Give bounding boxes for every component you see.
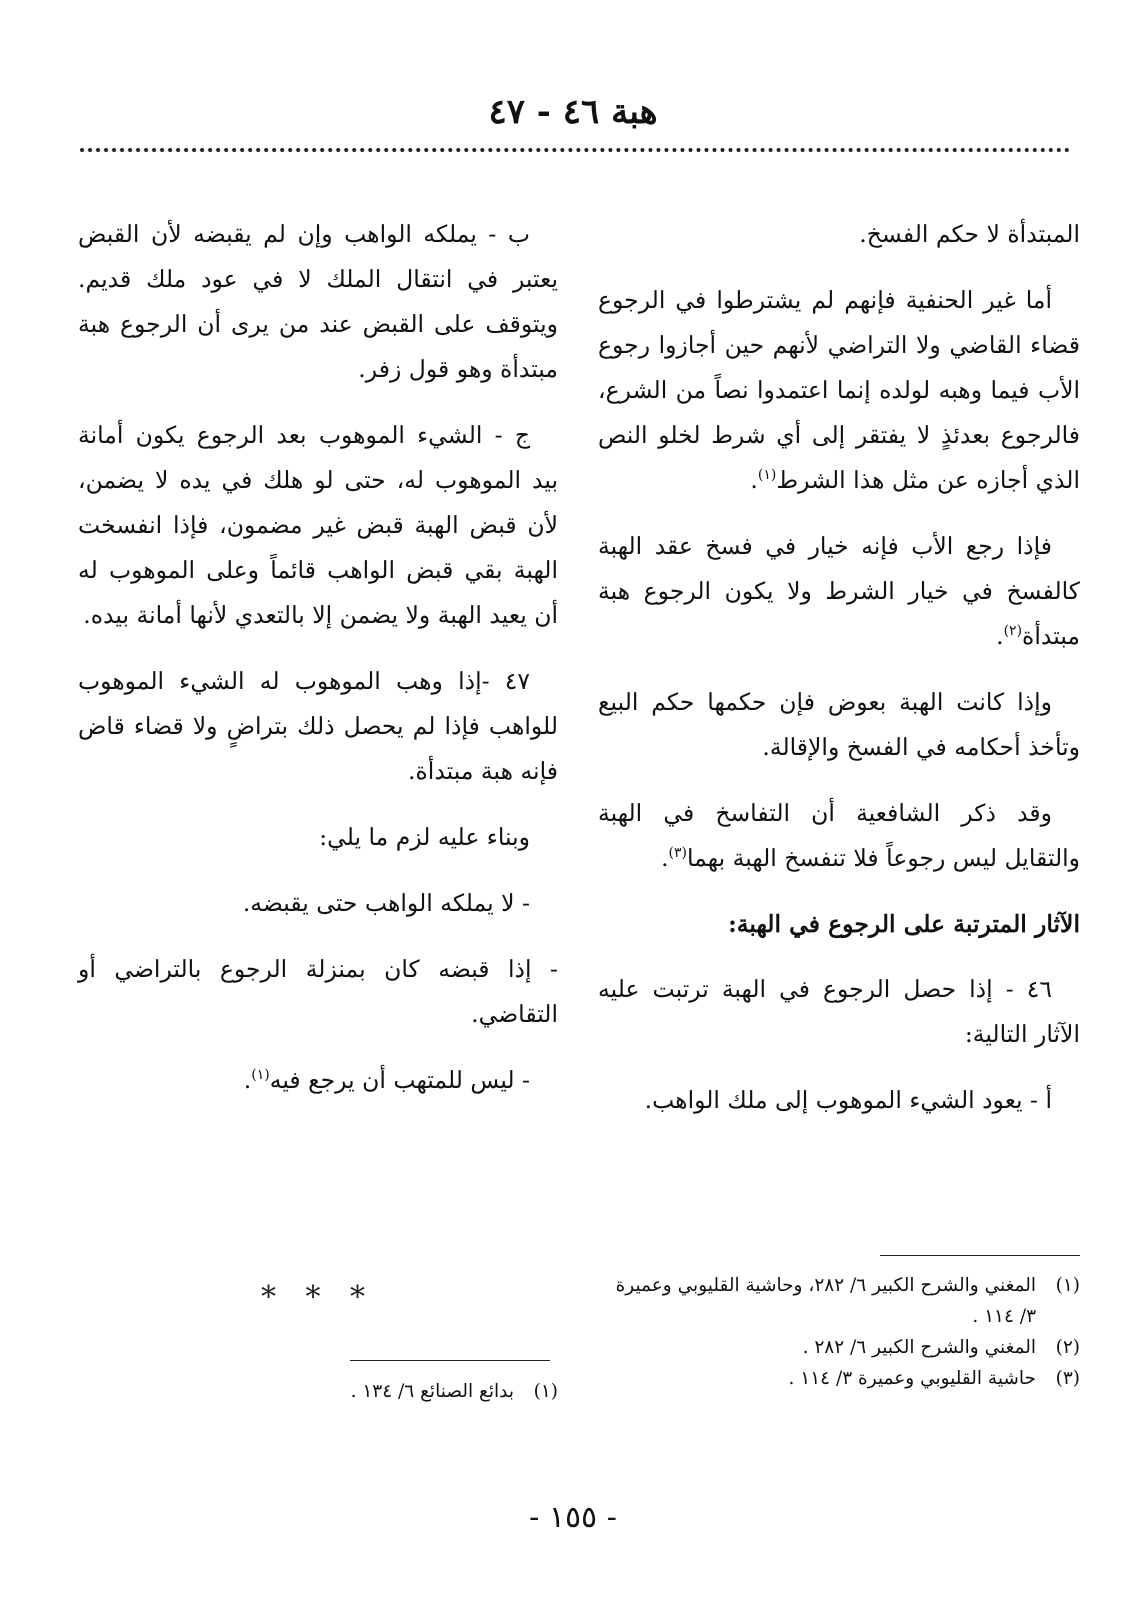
footnote-text: المغني والشرح الكبير ٦/ ٢٨٢ . bbox=[802, 1337, 1036, 1358]
paragraph bbox=[598, 278, 1080, 503]
footnote-text: المغني والشرح الكبير ٦/ ٢٨٢، وحاشية القليوبي وعميرة ٣/ ١١٤ . bbox=[615, 1275, 1036, 1327]
page-header: هبة ٤٦ - ٤٧ bbox=[488, 92, 658, 132]
footnote-number: (٣) bbox=[1055, 1368, 1080, 1389]
list-item-text: - ليس للمتهب أن يرجع فيه bbox=[269, 1066, 530, 1094]
footnote bbox=[598, 1270, 1080, 1332]
paragraph: أ - يعود الشيء الموهوب إلى ملك الواهب. bbox=[644, 1086, 1052, 1114]
paragraph-text: أما غير الحنفية فإنهم لم يشترطوا في الرجوع قضاء القاضي ولا التراضي لأنهم حين أجازوا رجوع الأب فيما وهبه لولده إنما اعتمدوا نصاً من الشرع، فالرجوع بعدئذٍ لا يفتقر إلى أي شرط لخلو النص الذي أجازه عن مثل هذا الشرط bbox=[598, 286, 1080, 494]
footnote-text: حاشية القليوبي وعميرة ٣/ ١١٤ . bbox=[788, 1368, 1036, 1389]
list-item: - إذا قبضه كان بمنزلة الرجوع بالتراضي أو التقاضي. bbox=[78, 955, 558, 1028]
footnote-ref: (١) bbox=[757, 467, 777, 484]
footnote-number: (١) bbox=[533, 1381, 558, 1402]
footnote-ref: (٣) bbox=[668, 845, 688, 862]
paragraph: ٤٦ - إذا حصل الرجوع في الهبة ترتبت عليه الآثار التالية: bbox=[598, 975, 1080, 1048]
footnote bbox=[598, 1363, 1080, 1394]
paragraph: ج - الشيء الموهوب بعد الرجوع يكون أمانة بيد الموهوب له، حتى لو هلك في يده لا يضمن، لأن قبض الهبة قبض غير مضمون، فإذا انفسخت الهبة بقي قبض الواهب قائماً وعلى الموهوب له أن يعيد الهبة ولا يضمن إلا بالتعدي لأنها أمانة بيده. bbox=[78, 421, 558, 629]
footnotes-right bbox=[598, 1270, 1080, 1394]
paragraph: وإذا كانت الهبة بعوض فإن حكمها حكم البيع وتأخذ أحكامه في الفسخ والإقالة. bbox=[598, 688, 1080, 761]
footnote-rule bbox=[350, 1360, 550, 1361]
header-dotted-rule bbox=[80, 148, 1070, 152]
footnote bbox=[78, 1376, 558, 1407]
footnote-number: (٢) bbox=[1055, 1337, 1080, 1358]
page-number: - ١٥٥ - bbox=[529, 1500, 617, 1535]
punctuation: . bbox=[750, 466, 758, 494]
paragraph bbox=[598, 791, 1080, 881]
footnote-number: (١) bbox=[1055, 1275, 1080, 1296]
footnote-ref: (٢) bbox=[1003, 623, 1023, 640]
paragraph: ب - يملكه الواهب وإن لم يقبضه لأن القبض يعتبر في انتقال الملك لا في عود ملك قديم. ويتوقف على القبض عند من يرى أن الرجوع هبة مبتدأة وهو قول زفر. bbox=[78, 220, 558, 383]
footnote-text: بدائع الصنائع ٦/ ١٣٤ . bbox=[350, 1381, 514, 1402]
list-item: - لا يملكه الواهب حتى يقبضه. bbox=[242, 889, 530, 917]
list-item bbox=[78, 1058, 558, 1103]
footnote bbox=[598, 1332, 1080, 1363]
footnote-rule bbox=[880, 1255, 1080, 1256]
punctuation: . bbox=[996, 622, 1004, 650]
right-column bbox=[598, 212, 1080, 1144]
paragraph-text: فإذا رجع الأب فإنه خيار في فسخ عقد الهبة كالفسخ في خيار الشرط ولا يكون الرجوع هبة مبتدأة bbox=[598, 532, 1080, 650]
section-separator-stars: * * * bbox=[260, 1280, 376, 1315]
left-column bbox=[78, 212, 558, 1124]
footnotes-left bbox=[78, 1376, 558, 1407]
section-heading: الآثار المترتبة على الرجوع في الهبة: bbox=[728, 910, 1080, 938]
punctuation: . bbox=[243, 1066, 252, 1094]
paragraph: وبناء عليه لزم ما يلي: bbox=[319, 823, 530, 851]
footnote-ref: (١) bbox=[251, 1067, 270, 1084]
punctuation: . bbox=[661, 844, 669, 872]
paragraph: المبتدأة لا حكم الفسخ. bbox=[859, 220, 1080, 248]
paragraph-text: وقد ذكر الشافعية أن التفاسخ في الهبة والتقايل ليس رجوعاً فلا تنفسخ الهبة بهما bbox=[598, 799, 1080, 872]
paragraph: ٤٧ -إذا وهب الموهوب له الشيء الموهوب للواهب فإذا لم يحصل ذلك بتراضٍ ولا قضاء قاض فإنه هبة مبتدأة. bbox=[78, 667, 558, 785]
paragraph bbox=[598, 524, 1080, 659]
